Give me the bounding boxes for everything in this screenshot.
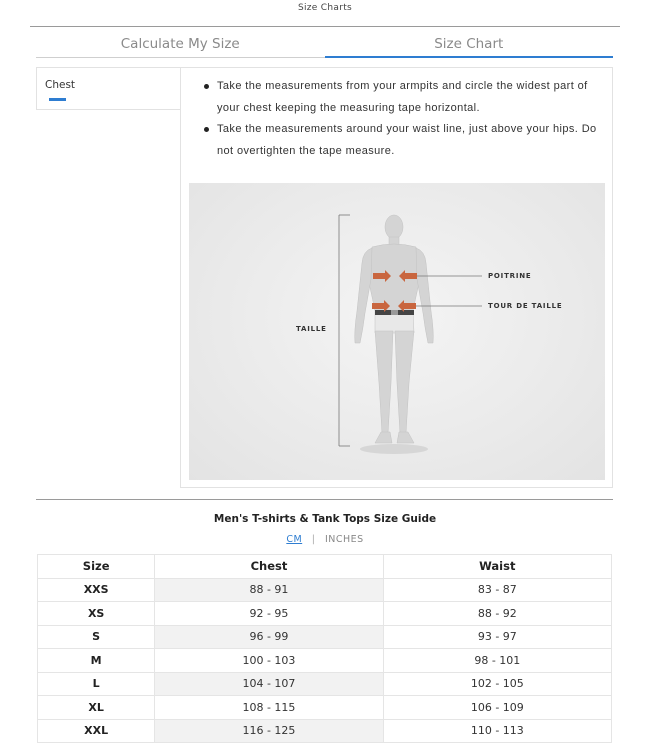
waist-cell: 110 - 113 xyxy=(383,719,611,743)
table-row xyxy=(38,719,612,743)
table-row xyxy=(38,696,612,720)
modal-title: Size Charts xyxy=(297,3,353,13)
waist-cell: 102 - 105 xyxy=(383,672,611,696)
waist-cell: 88 - 92 xyxy=(383,602,611,626)
measurement-content xyxy=(180,67,613,488)
instruction-chest: Take the measurements from your armpits and circle the widest part of your chest keeping the measuring tape horizontal. xyxy=(217,76,607,119)
sidebar-item-chest[interactable] xyxy=(36,67,181,110)
measurement-figure xyxy=(189,183,605,480)
header-divider xyxy=(30,26,620,27)
size-chart-panel xyxy=(36,67,613,488)
instruction-list xyxy=(217,76,607,162)
waist-cell: 93 - 97 xyxy=(383,625,611,649)
height-label: TAILLE xyxy=(296,325,327,333)
column-header-size: Size xyxy=(38,555,155,579)
table-header-row xyxy=(38,555,612,579)
size-guide-title: Men's T-shirts & Tank Tops Size Guide xyxy=(213,513,437,525)
size-table xyxy=(37,554,612,743)
unit-toggle xyxy=(0,534,650,545)
chest-cell: 100 - 103 xyxy=(155,649,383,673)
chest-cell: 92 - 95 xyxy=(155,602,383,626)
table-row xyxy=(38,578,612,602)
waist-cell: 98 - 101 xyxy=(383,649,611,673)
tab-bar xyxy=(36,28,613,58)
column-header-chest: Chest xyxy=(155,555,383,579)
instruction-waist: Take the measurements around your waist line, just above your hips. Do not overtighten the tape measure. xyxy=(217,119,607,162)
chest-cell: 108 - 115 xyxy=(155,696,383,720)
size-cell: M xyxy=(38,649,155,673)
size-cell: S xyxy=(38,625,155,649)
tab-size-chart[interactable]: Size Chart xyxy=(325,28,614,58)
chest-cell: 88 - 91 xyxy=(155,578,383,602)
active-indicator xyxy=(49,98,66,101)
table-row xyxy=(38,602,612,626)
size-cell: XXS xyxy=(38,578,155,602)
waist-cell: 83 - 87 xyxy=(383,578,611,602)
unit-inches-link[interactable]: INCHES xyxy=(324,534,364,545)
chest-label: POITRINE xyxy=(488,272,532,280)
waist-cell: 106 - 109 xyxy=(383,696,611,720)
chest-cell: 116 - 125 xyxy=(155,719,383,743)
tab-calculate-my-size[interactable]: Calculate My Size xyxy=(36,28,325,58)
size-cell: L xyxy=(38,672,155,696)
unit-separator: | xyxy=(311,534,316,545)
mannequin-illustration xyxy=(189,183,605,480)
size-cell: XL xyxy=(38,696,155,720)
unit-cm-link[interactable]: CM xyxy=(286,534,303,545)
chest-cell: 104 - 107 xyxy=(155,672,383,696)
waist-label: TOUR DE TAILLE xyxy=(488,302,563,310)
sidebar-item-label: Chest xyxy=(45,79,76,91)
size-cell: XS xyxy=(38,602,155,626)
column-header-waist: Waist xyxy=(383,555,611,579)
table-row xyxy=(38,649,612,673)
table-row xyxy=(38,625,612,649)
size-cell: XXL xyxy=(38,719,155,743)
chest-cell: 96 - 99 xyxy=(155,625,383,649)
section-divider xyxy=(36,499,613,500)
table-row xyxy=(38,672,612,696)
